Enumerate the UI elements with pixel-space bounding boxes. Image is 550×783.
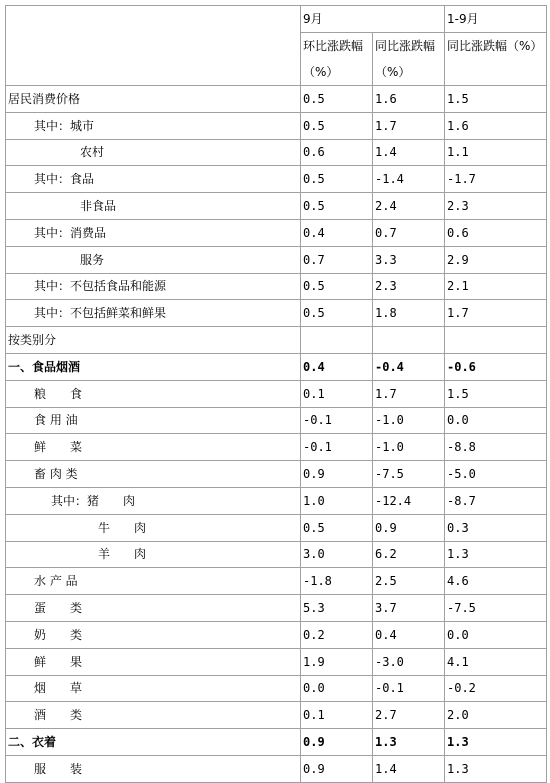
row-label: 按类别分 [6, 327, 301, 354]
row-label: 牛 肉 [6, 514, 301, 541]
yoy-value: -1.0 [373, 434, 445, 461]
yoy-cum-value: 1.5 [445, 86, 547, 113]
yoy-cum-value: -1.7 [445, 166, 547, 193]
cpi-table-container [5, 5, 547, 783]
yoy-value: 2.3 [373, 273, 445, 300]
table-row [6, 273, 547, 300]
row-label: 畜 肉 类 [6, 461, 301, 488]
mom-value: 3.0 [301, 541, 373, 568]
row-label: 二、衣着 [6, 729, 301, 756]
mom-value: 0.1 [301, 702, 373, 729]
yoy-value: 0.7 [373, 219, 445, 246]
table-row [6, 621, 547, 648]
row-label: 服务 [6, 246, 301, 273]
row-label: 烟 草 [6, 675, 301, 702]
yoy-cum-value: 0.3 [445, 514, 547, 541]
yoy-cum-value: 1.1 [445, 139, 547, 166]
yoy-cum-value: -0.2 [445, 675, 547, 702]
table-row [6, 729, 547, 756]
mom-value: 0.7 [301, 246, 373, 273]
yoy-cum-value: 2.3 [445, 193, 547, 220]
mom-value: 1.0 [301, 487, 373, 514]
table-row [6, 300, 547, 327]
mom-value: 0.0 [301, 675, 373, 702]
row-label: 鲜 果 [6, 648, 301, 675]
mom-value: 0.5 [301, 273, 373, 300]
table-row [6, 193, 547, 220]
table-row [6, 86, 547, 113]
yoy-value: -7.5 [373, 461, 445, 488]
period-cumulative-header: 1-9月 [445, 6, 547, 33]
table-row [6, 353, 547, 380]
yoy-cum-value: 1.3 [445, 755, 547, 782]
mom-value: -0.1 [301, 434, 373, 461]
yoy-cum-value: -8.8 [445, 434, 547, 461]
mom-value: 0.5 [301, 193, 373, 220]
row-label: 鲜 菜 [6, 434, 301, 461]
yoy-cum-value: 4.1 [445, 648, 547, 675]
mom-value: 0.4 [301, 219, 373, 246]
mom-value: 0.5 [301, 112, 373, 139]
mom-value: 0.4 [301, 353, 373, 380]
yoy-cum-value: 2.1 [445, 273, 547, 300]
yoy-value: -12.4 [373, 487, 445, 514]
yoy-cum-value: 0.0 [445, 407, 547, 434]
row-label: 粮 食 [6, 380, 301, 407]
yoy-value: 1.4 [373, 755, 445, 782]
row-label: 其中：食品 [6, 166, 301, 193]
yoy-cum-value: -7.5 [445, 595, 547, 622]
table-row [6, 568, 547, 595]
yoy-value: 3.3 [373, 246, 445, 273]
mom-value: 0.9 [301, 755, 373, 782]
row-label: 蛋 类 [6, 595, 301, 622]
mom-value: -0.1 [301, 407, 373, 434]
yoy-value: 1.7 [373, 112, 445, 139]
yoy-value: 1.8 [373, 300, 445, 327]
row-label: 羊 肉 [6, 541, 301, 568]
yoy-value: 2.5 [373, 568, 445, 595]
mom-value: 0.5 [301, 166, 373, 193]
table-row [6, 112, 547, 139]
yoy-value: -0.1 [373, 675, 445, 702]
mom-value: 0.5 [301, 86, 373, 113]
yoy-value: -0.4 [373, 353, 445, 380]
yoy-cum-value [445, 327, 547, 354]
table-row [6, 541, 547, 568]
table-row [6, 139, 547, 166]
yoy-cum-value: 1.5 [445, 380, 547, 407]
mom-value: 0.9 [301, 729, 373, 756]
row-label: 居民消费价格 [6, 86, 301, 113]
yoy-cum-value: 1.3 [445, 541, 547, 568]
table-row [6, 487, 547, 514]
yoy-value: 0.4 [373, 621, 445, 648]
mom-value: 1.9 [301, 648, 373, 675]
yoy-value: 1.6 [373, 86, 445, 113]
yoy-cum-value: 2.0 [445, 702, 547, 729]
yoy-value: -3.0 [373, 648, 445, 675]
row-label: 其中：城市 [6, 112, 301, 139]
mom-value: 0.9 [301, 461, 373, 488]
header-corner-cell [6, 6, 301, 86]
yoy-cum-value: 1.7 [445, 300, 547, 327]
table-row [6, 755, 547, 782]
row-label: 其中：不包括食品和能源 [6, 273, 301, 300]
yoy-value: 3.7 [373, 595, 445, 622]
row-label: 其中：消费品 [6, 219, 301, 246]
yoy-cum-value: 2.9 [445, 246, 547, 273]
mom-value: 0.5 [301, 514, 373, 541]
yoy-cum-value: -8.7 [445, 487, 547, 514]
yoy-cum-value: 4.6 [445, 568, 547, 595]
row-label: 非食品 [6, 193, 301, 220]
table-row [6, 702, 547, 729]
cpi-table [5, 5, 547, 783]
mom-value: 0.6 [301, 139, 373, 166]
yoy-value [373, 327, 445, 354]
table-row [6, 514, 547, 541]
table-row [6, 461, 547, 488]
mom-value [301, 327, 373, 354]
yoy-cum-value: 0.0 [445, 621, 547, 648]
table-row [6, 434, 547, 461]
table-row [6, 219, 547, 246]
row-label: 服 装 [6, 755, 301, 782]
yoy-value: 2.4 [373, 193, 445, 220]
yoy-cum-value: -5.0 [445, 461, 547, 488]
row-label: 其中：猪 肉 [6, 487, 301, 514]
row-label: 食 用 油 [6, 407, 301, 434]
yoy-cum-value: 1.3 [445, 729, 547, 756]
yoy-value: 2.7 [373, 702, 445, 729]
period-current-header: 9月 [301, 6, 445, 33]
table-row [6, 380, 547, 407]
table-row [6, 327, 547, 354]
mom-value: 5.3 [301, 595, 373, 622]
table-row [6, 595, 547, 622]
mom-value: 0.2 [301, 621, 373, 648]
row-label: 奶 类 [6, 621, 301, 648]
header-row-period [6, 6, 547, 33]
mom-value: 0.5 [301, 300, 373, 327]
yoy-cumulative-header: 同比涨跌幅（%） [445, 33, 547, 86]
yoy-value: 1.4 [373, 139, 445, 166]
yoy-cum-value: 0.6 [445, 219, 547, 246]
row-label: 农村 [6, 139, 301, 166]
yoy-cum-value: 1.6 [445, 112, 547, 139]
mom-value: 0.1 [301, 380, 373, 407]
table-row [6, 648, 547, 675]
yoy-value: 0.9 [373, 514, 445, 541]
table-row [6, 246, 547, 273]
mom-change-header: 环比涨跌幅（%） [301, 33, 373, 86]
row-label: 一、食品烟酒 [6, 353, 301, 380]
table-row [6, 675, 547, 702]
yoy-value: -1.4 [373, 166, 445, 193]
yoy-value: 6.2 [373, 541, 445, 568]
table-row [6, 166, 547, 193]
yoy-cum-value: -0.6 [445, 353, 547, 380]
yoy-value: -1.0 [373, 407, 445, 434]
row-label: 酒 类 [6, 702, 301, 729]
row-label: 其中：不包括鲜菜和鲜果 [6, 300, 301, 327]
mom-value: -1.8 [301, 568, 373, 595]
row-label: 水 产 品 [6, 568, 301, 595]
table-row [6, 407, 547, 434]
yoy-value: 1.7 [373, 380, 445, 407]
yoy-change-header: 同比涨跌幅（%） [373, 33, 445, 86]
yoy-value: 1.3 [373, 729, 445, 756]
